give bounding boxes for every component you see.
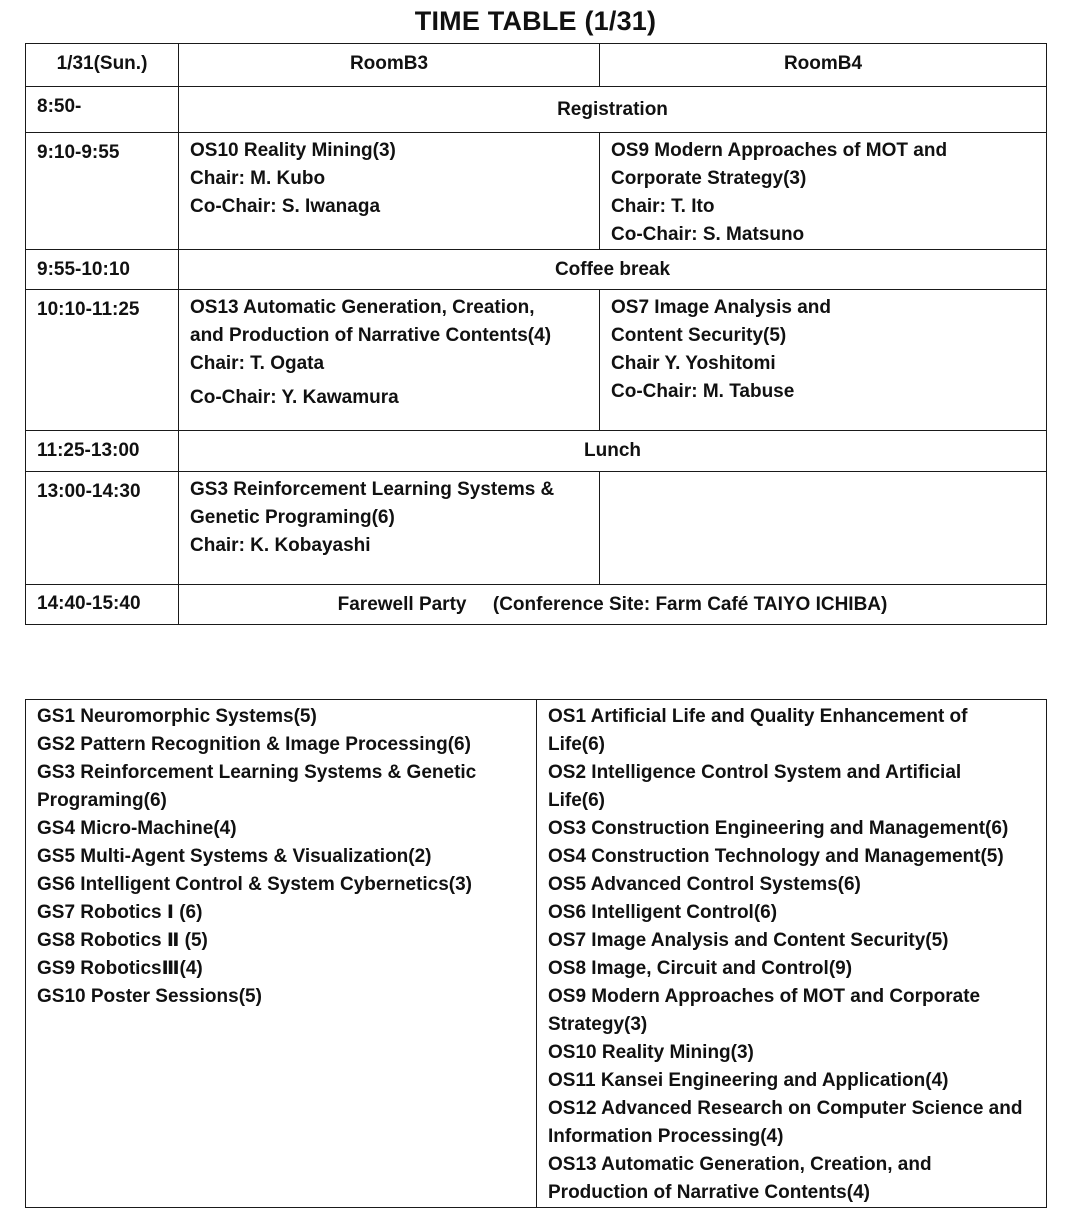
time-cell: 10:10-11:25 [26,290,179,431]
table-row [26,431,1047,472]
session-title: OS13 Automatic Generation, Creation, [190,297,535,318]
list-item: GS4 Micro-Machine(4) [37,818,237,839]
list-item: GS2 Pattern Recognition & Image Processing(6) [37,734,471,755]
list-item: OS2 Intelligence Control System and Artificial Life(6) [548,762,962,811]
list-item: OS6 Intelligent Control(6) [548,902,778,923]
session-cell-b3 [179,472,600,585]
list-item: OS10 Reality Mining(3) [548,1042,754,1063]
timetable [25,43,1047,625]
session-cell-b4 [600,133,1047,250]
list-item: GS9 RoboticsⅢ(4) [37,958,203,979]
room-b4-header: RoomB4 [600,44,1047,87]
list-item: OS5 Advanced Control Systems(6) [548,874,861,895]
session-cell-b3 [179,290,600,431]
list-item: OS7 Image Analysis and Content Security(5) [548,930,949,951]
chair: Chair: T. Ito [611,196,715,217]
farewell-party-cell: Farewell Party (Conference Site: Farm Café TAIYO ICHIBA) [179,585,1047,625]
list-item: GS8 Robotics Ⅱ (5) [37,930,208,951]
session-cell-b3 [179,133,600,250]
session-title-cont: Genetic Programing(6) [190,507,395,528]
list-item: OS3 Construction Engineering and Management(6) [548,818,1009,839]
table-row [26,472,1047,585]
list-item: OS8 Image, Circuit and Control(9) [548,958,853,979]
co-chair: Co-Chair: Y. Kawamura [190,387,399,408]
registration-cell: Registration [179,87,1047,133]
list-item: GS3 Reinforcement Learning Systems & Genetic Programing(6) [37,762,477,811]
session-title: OS7 Image Analysis and [611,297,831,318]
session-title-cont: and Production of Narrative Contents(4) [190,325,552,346]
time-cell: 8:50- [26,87,179,133]
list-item: GS10 Poster Sessions(5) [37,986,262,1007]
time-cell: 11:25-13:00 [26,431,179,472]
chair: Chair: T. Ogata [190,353,325,374]
session-cell-b4-empty [600,472,1047,585]
time-cell: 9:55-10:10 [26,250,179,290]
organized-sessions-list [537,700,1047,1208]
session-list-table [25,699,1047,1208]
table-row [26,87,1047,133]
time-cell: 13:00-14:30 [26,472,179,585]
chair: Chair Y. Yoshitomi [611,353,776,374]
co-chair: Co-Chair: S. Iwanaga [190,196,381,217]
session-title-cont: Content Security(5) [611,325,787,346]
coffee-break-cell: Coffee break [179,250,1047,290]
session-cell-b4 [600,290,1047,431]
co-chair: Co-Chair: M. Tabuse [611,381,795,402]
list-item: OS11 Kansei Engineering and Application(4) [548,1070,949,1091]
list-item: OS13 Automatic Generation, Creation, and Production of Narrative Contents(4) [548,1154,932,1203]
table-row [26,250,1047,290]
general-sessions-list [26,700,537,1208]
chair: Chair: M. Kubo [190,168,326,189]
table-row [26,585,1047,625]
list-item: OS4 Construction Technology and Management(5) [548,846,1004,867]
time-cell: 9:10-9:55 [26,133,179,250]
list-item: OS1 Artificial Life and Quality Enhancement of Life(6) [548,706,968,755]
session-list-row [26,700,1047,1208]
list-item: GS6 Intelligent Control & System Cybernetics(3) [37,874,472,895]
list-item: OS12 Advanced Research on Computer Science and Information Processing(4) [548,1098,1023,1147]
session-title: OS10 Reality Mining(3) [190,140,396,161]
table-row [26,290,1047,431]
co-chair: Co-Chair: S. Matsuno [611,224,805,245]
lunch-cell: Lunch [179,431,1047,472]
list-item: GS7 Robotics Ⅰ (6) [37,902,203,923]
page-title: TIME TABLE (1/31) [414,6,657,36]
room-b3-header: RoomB3 [179,44,600,87]
session-title: OS9 Modern Approaches of MOT and [611,140,948,161]
list-item: OS9 Modern Approaches of MOT and Corporate Strategy(3) [548,986,981,1035]
session-title: GS3 Reinforcement Learning Systems & [190,479,555,500]
chair: Chair: K. Kobayashi [190,535,371,556]
table-row [26,133,1047,250]
day-header: 1/31(Sun.) [26,44,179,87]
session-title-cont: Corporate Strategy(3) [611,168,807,189]
timetable-header-row [26,44,1047,87]
list-item: GS5 Multi-Agent Systems & Visualization(2) [37,846,432,867]
list-item: GS1 Neuromorphic Systems(5) [37,706,317,727]
time-cell: 14:40-15:40 [26,585,179,625]
